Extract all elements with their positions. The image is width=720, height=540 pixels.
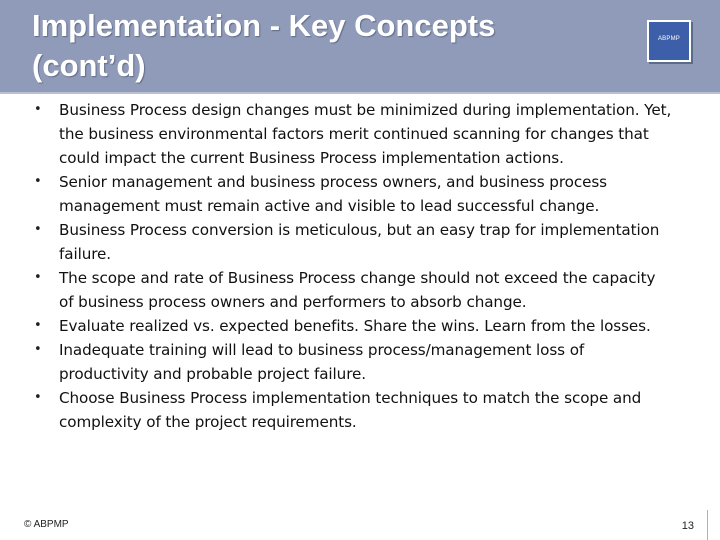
bullet-dot-icon: • xyxy=(34,390,42,405)
bullet-item xyxy=(32,218,672,266)
bullet-item xyxy=(32,314,672,338)
bullet-dot-icon: • xyxy=(34,342,42,357)
corner-divider xyxy=(707,510,720,540)
bullet-item xyxy=(32,338,672,386)
page-number: 13 xyxy=(681,520,694,532)
bullet-dot-icon: • xyxy=(34,174,42,189)
title-banner xyxy=(0,0,720,92)
abpmp-logo xyxy=(647,20,691,62)
header-divider xyxy=(0,92,720,94)
copyright-footer: © ABPMP xyxy=(24,519,69,530)
bullet-item xyxy=(32,98,672,170)
bullet-text: Choose Business Process implementation techniques to match the scope and complexity of the project requirements. xyxy=(59,389,642,431)
bullet-dot-icon: • xyxy=(34,270,42,285)
bullet-text: Evaluate realized vs. expected benefits. Share the wins. Learn from the losses. xyxy=(59,317,651,335)
bullet-text: Senior management and business process owners, and business process management must remain active and visible to lead successful change. xyxy=(59,173,607,215)
logo-text: ABPMP xyxy=(657,36,680,42)
slide-title: Implementation - Key Concepts (cont’d) xyxy=(32,8,496,83)
bullet-text: Inadequate training will lead to business process/management loss of productivity and probable project failure. xyxy=(59,341,585,383)
bullet-dot-icon: • xyxy=(34,318,42,333)
bullet-list xyxy=(32,98,672,434)
bullet-item xyxy=(32,170,672,218)
bullet-text: Business Process conversion is meticulous, but an easy trap for implementation failure. xyxy=(59,221,660,263)
bullet-text: Business Process design changes must be minimized during implementation. Yet, the business environmental factors merit continued scanning for changes that could impact the current Business Process implementation actions. xyxy=(59,101,672,167)
bullet-item xyxy=(32,266,672,314)
bullet-text: The scope and rate of Business Process change should not exceed the capacity of business process owners and performers to absorb change. xyxy=(59,269,656,311)
bullet-dot-icon: • xyxy=(34,222,42,237)
bullet-item xyxy=(32,386,672,434)
bullet-dot-icon: • xyxy=(34,102,42,117)
